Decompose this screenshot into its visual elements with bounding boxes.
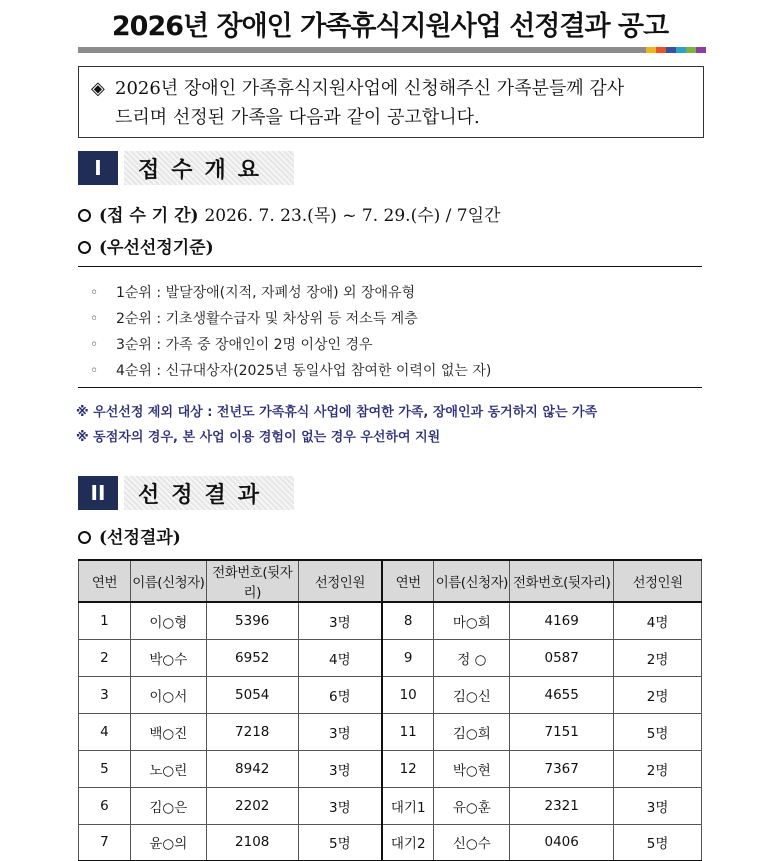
result-heading: (선정결과) xyxy=(78,523,181,548)
cell-no: 9 xyxy=(382,639,434,676)
cell-name: 김○은 xyxy=(130,787,206,824)
cell-no: 12 xyxy=(382,750,434,787)
cell-no: 5 xyxy=(79,750,131,787)
table-header-row xyxy=(79,560,702,602)
table-row xyxy=(79,713,702,750)
table-row xyxy=(79,602,702,639)
circle-bullet-icon xyxy=(78,209,91,222)
cell-no: 4 xyxy=(79,713,131,750)
cell-count: 3명 xyxy=(298,750,382,787)
criteria-item: ◦ 1순위 : 발달장애(지적, 자폐성 장애) 외 장애유형 xyxy=(90,285,416,301)
cell-name: 유○훈 xyxy=(434,787,510,824)
cell-count: 3명 xyxy=(298,787,382,824)
cell-name: 백○진 xyxy=(130,713,206,750)
diamond-icon: ◈ xyxy=(91,78,105,99)
cell-no: 3 xyxy=(79,676,131,713)
notes xyxy=(76,400,597,450)
table-row xyxy=(79,639,702,676)
cell-phone: 5396 xyxy=(206,602,298,639)
cell-no: 10 xyxy=(382,676,434,713)
cell-count: 4명 xyxy=(614,602,702,639)
cell-no: 7 xyxy=(79,824,131,861)
col-header-name: 이름(신청자) xyxy=(434,560,510,602)
cell-phone: 7367 xyxy=(510,750,614,787)
cell-count: 3명 xyxy=(298,713,382,750)
table-row xyxy=(79,750,702,787)
col-header-count: 선정인원 xyxy=(614,560,702,602)
cell-phone: 4655 xyxy=(510,676,614,713)
section-1-header xyxy=(78,151,294,185)
criteria-top-rule xyxy=(78,266,702,267)
table-row xyxy=(79,824,702,861)
cell-count: 5명 xyxy=(614,713,702,750)
cell-no: 11 xyxy=(382,713,434,750)
cell-count: 6명 xyxy=(298,676,382,713)
cell-no: 대기1 xyxy=(382,787,434,824)
cell-phone: 0406 xyxy=(510,824,614,861)
cell-phone: 6952 xyxy=(206,639,298,676)
cell-name: 김○신 xyxy=(434,676,510,713)
note-tiebreak: ※ 동점자의 경우, 본 사업 이용 경험이 없는 경우 우선하여 지원 xyxy=(76,430,441,445)
cell-phone: 2202 xyxy=(206,787,298,824)
cell-name: 박○수 xyxy=(130,639,206,676)
cell-count: 2명 xyxy=(614,750,702,787)
title-underline xyxy=(78,47,706,53)
cell-count: 4명 xyxy=(298,639,382,676)
cell-count: 2명 xyxy=(614,676,702,713)
cell-count: 3명 xyxy=(614,787,702,824)
cell-count: 5명 xyxy=(614,824,702,861)
circle-bullet-icon xyxy=(78,241,91,254)
section-2-header xyxy=(78,476,294,510)
cell-no: 8 xyxy=(382,602,434,639)
notice-box xyxy=(78,66,704,138)
criteria-item: ◦ 2순위 : 기초생활수급자 및 차상위 등 저소득 계층 xyxy=(90,311,418,327)
cell-no: 대기2 xyxy=(382,824,434,861)
page-title: 2026년 장애인 가족휴식지원사업 선정결과 공고 xyxy=(111,11,669,42)
col-header-no: 연번 xyxy=(79,560,131,602)
cell-name: 정 ○ xyxy=(434,639,510,676)
circle-bullet-icon xyxy=(78,531,91,544)
cell-no: 1 xyxy=(79,602,131,639)
section-2-number: II xyxy=(78,476,118,510)
cell-count: 5명 xyxy=(298,824,382,861)
cell-name: 이○형 xyxy=(130,602,206,639)
notice-line-2: 드리며 선정된 가족을 다음과 같이 공고합니다. xyxy=(115,107,480,128)
col-header-phone: 전화번호(뒷자리) xyxy=(510,560,614,602)
notice-line-1: ◈ 2026년 장애인 가족휴식지원사업에 신청해주신 가족분들께 감사 xyxy=(91,74,691,103)
cell-name: 김○희 xyxy=(434,713,510,750)
section-1-number: I xyxy=(78,151,118,185)
cell-phone: 4169 xyxy=(510,602,614,639)
criteria-item: ◦ 3순위 : 가족 중 장애인이 2명 이상인 경우 xyxy=(90,337,373,353)
section-2-title: 선정결과 xyxy=(124,476,294,510)
cell-phone: 7151 xyxy=(510,713,614,750)
criteria-list xyxy=(90,280,491,384)
cell-name: 노○린 xyxy=(130,750,206,787)
cell-name: 마○희 xyxy=(434,602,510,639)
col-header-count: 선정인원 xyxy=(298,560,382,602)
cell-name: 신○수 xyxy=(434,824,510,861)
cell-phone: 2321 xyxy=(510,787,614,824)
note-exclusion: ※ 우선선정 제외 대상 : 전년도 가족휴식 사업에 참여한 가족, 장애인과 동거하지 않는 가족 xyxy=(76,405,598,420)
col-header-no: 연번 xyxy=(382,560,434,602)
cell-phone: 5054 xyxy=(206,676,298,713)
table-row xyxy=(79,676,702,713)
col-header-name: 이름(신청자) xyxy=(130,560,206,602)
table-row xyxy=(79,787,702,824)
col-header-phone: 전화번호(뒷자리) xyxy=(206,560,298,602)
cell-phone: 7218 xyxy=(206,713,298,750)
selection-result-table xyxy=(78,559,702,861)
cell-phone: 2108 xyxy=(206,824,298,861)
cell-count: 3명 xyxy=(298,602,382,639)
criteria-bottom-rule xyxy=(78,387,702,388)
cell-name: 이○서 xyxy=(130,676,206,713)
cell-no: 6 xyxy=(79,787,131,824)
cell-phone: 8942 xyxy=(206,750,298,787)
cell-name: 박○현 xyxy=(434,750,510,787)
criteria-heading: (우선선정기준) xyxy=(78,233,214,258)
reception-period: (접 수 기 간) 2026. 7. 23.(목) ~ 7. 29.(수) / 7일간 xyxy=(78,201,500,226)
criteria-item: ◦ 4순위 : 신규대상자(2025년 동일사업 참여한 이력이 없는 자) xyxy=(90,363,492,379)
section-1-title: 접수개요 xyxy=(124,151,294,185)
cell-name: 윤○의 xyxy=(130,824,206,861)
cell-phone: 0587 xyxy=(510,639,614,676)
cell-no: 2 xyxy=(79,639,131,676)
cell-count: 2명 xyxy=(614,639,702,676)
